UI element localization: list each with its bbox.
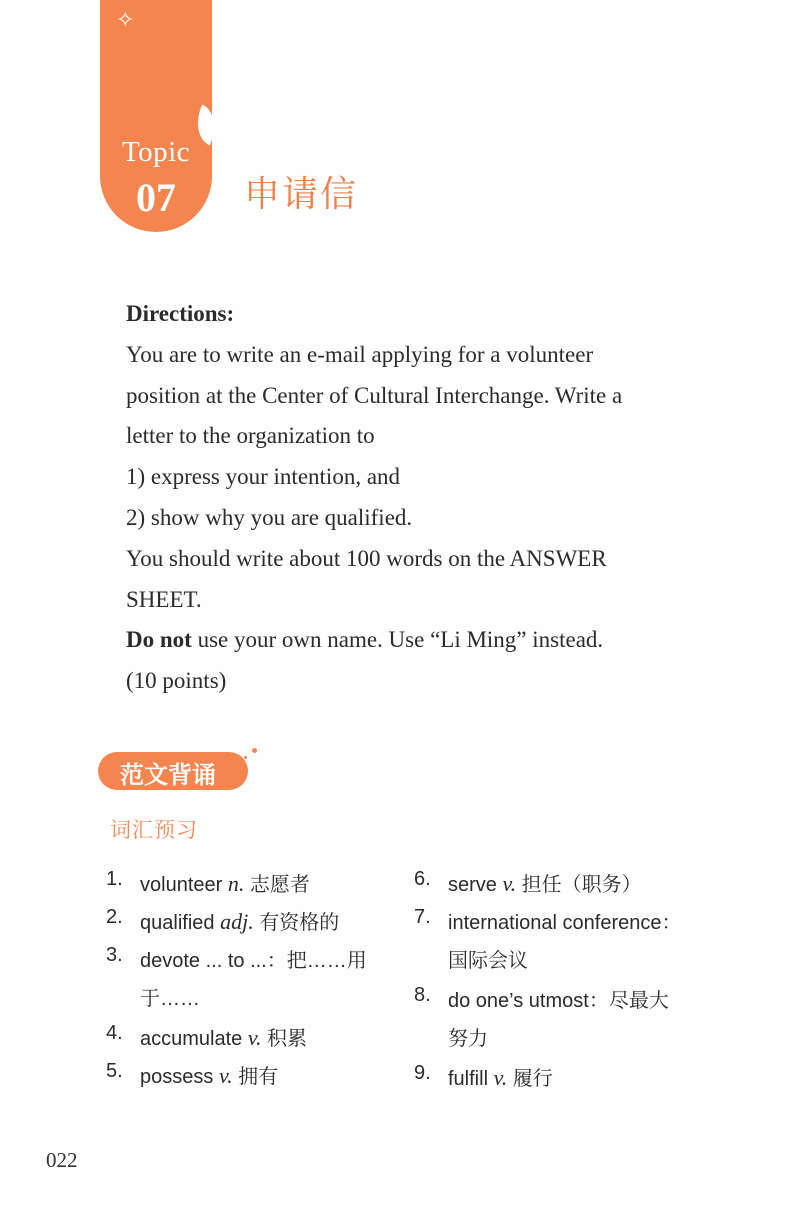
topic-number: 07 [136, 175, 176, 220]
section-pill [98, 752, 248, 790]
page-number: 022 [46, 1148, 78, 1172]
directions-block [126, 294, 686, 702]
decor-dot [252, 748, 257, 753]
topic-label: Topic [121, 136, 191, 168]
page-title: 申请信 [244, 174, 359, 215]
vocab-subheading: 词汇预习 [110, 818, 198, 842]
directions-line: You are to write an e-mail applying for a volunteer [126, 341, 594, 367]
directions-note [126, 620, 686, 661]
directions-points: (10 points) [126, 668, 227, 694]
directions-heading: Directions: [126, 301, 235, 326]
directions-line: You should write about 100 words on the ANSWER [126, 545, 607, 571]
directions-line: position at the Center of Cultural Interchange. Write a [126, 382, 623, 408]
note-rest: use your own name. Use “Li Ming” instead. [191, 627, 604, 653]
directions-line: 2) show why you are qualified. [126, 504, 413, 530]
directions-line: SHEET. [126, 586, 202, 612]
note-bold: Do not [126, 627, 192, 653]
section-pill-label: 范文背诵 [120, 761, 216, 789]
directions-line: 1) express your intention, and [126, 464, 401, 490]
topic-tab [100, 0, 212, 232]
directions-line: letter to the organization to [126, 423, 375, 449]
decor-dot [244, 756, 247, 759]
sparkle-icon: ✧ [116, 8, 135, 33]
